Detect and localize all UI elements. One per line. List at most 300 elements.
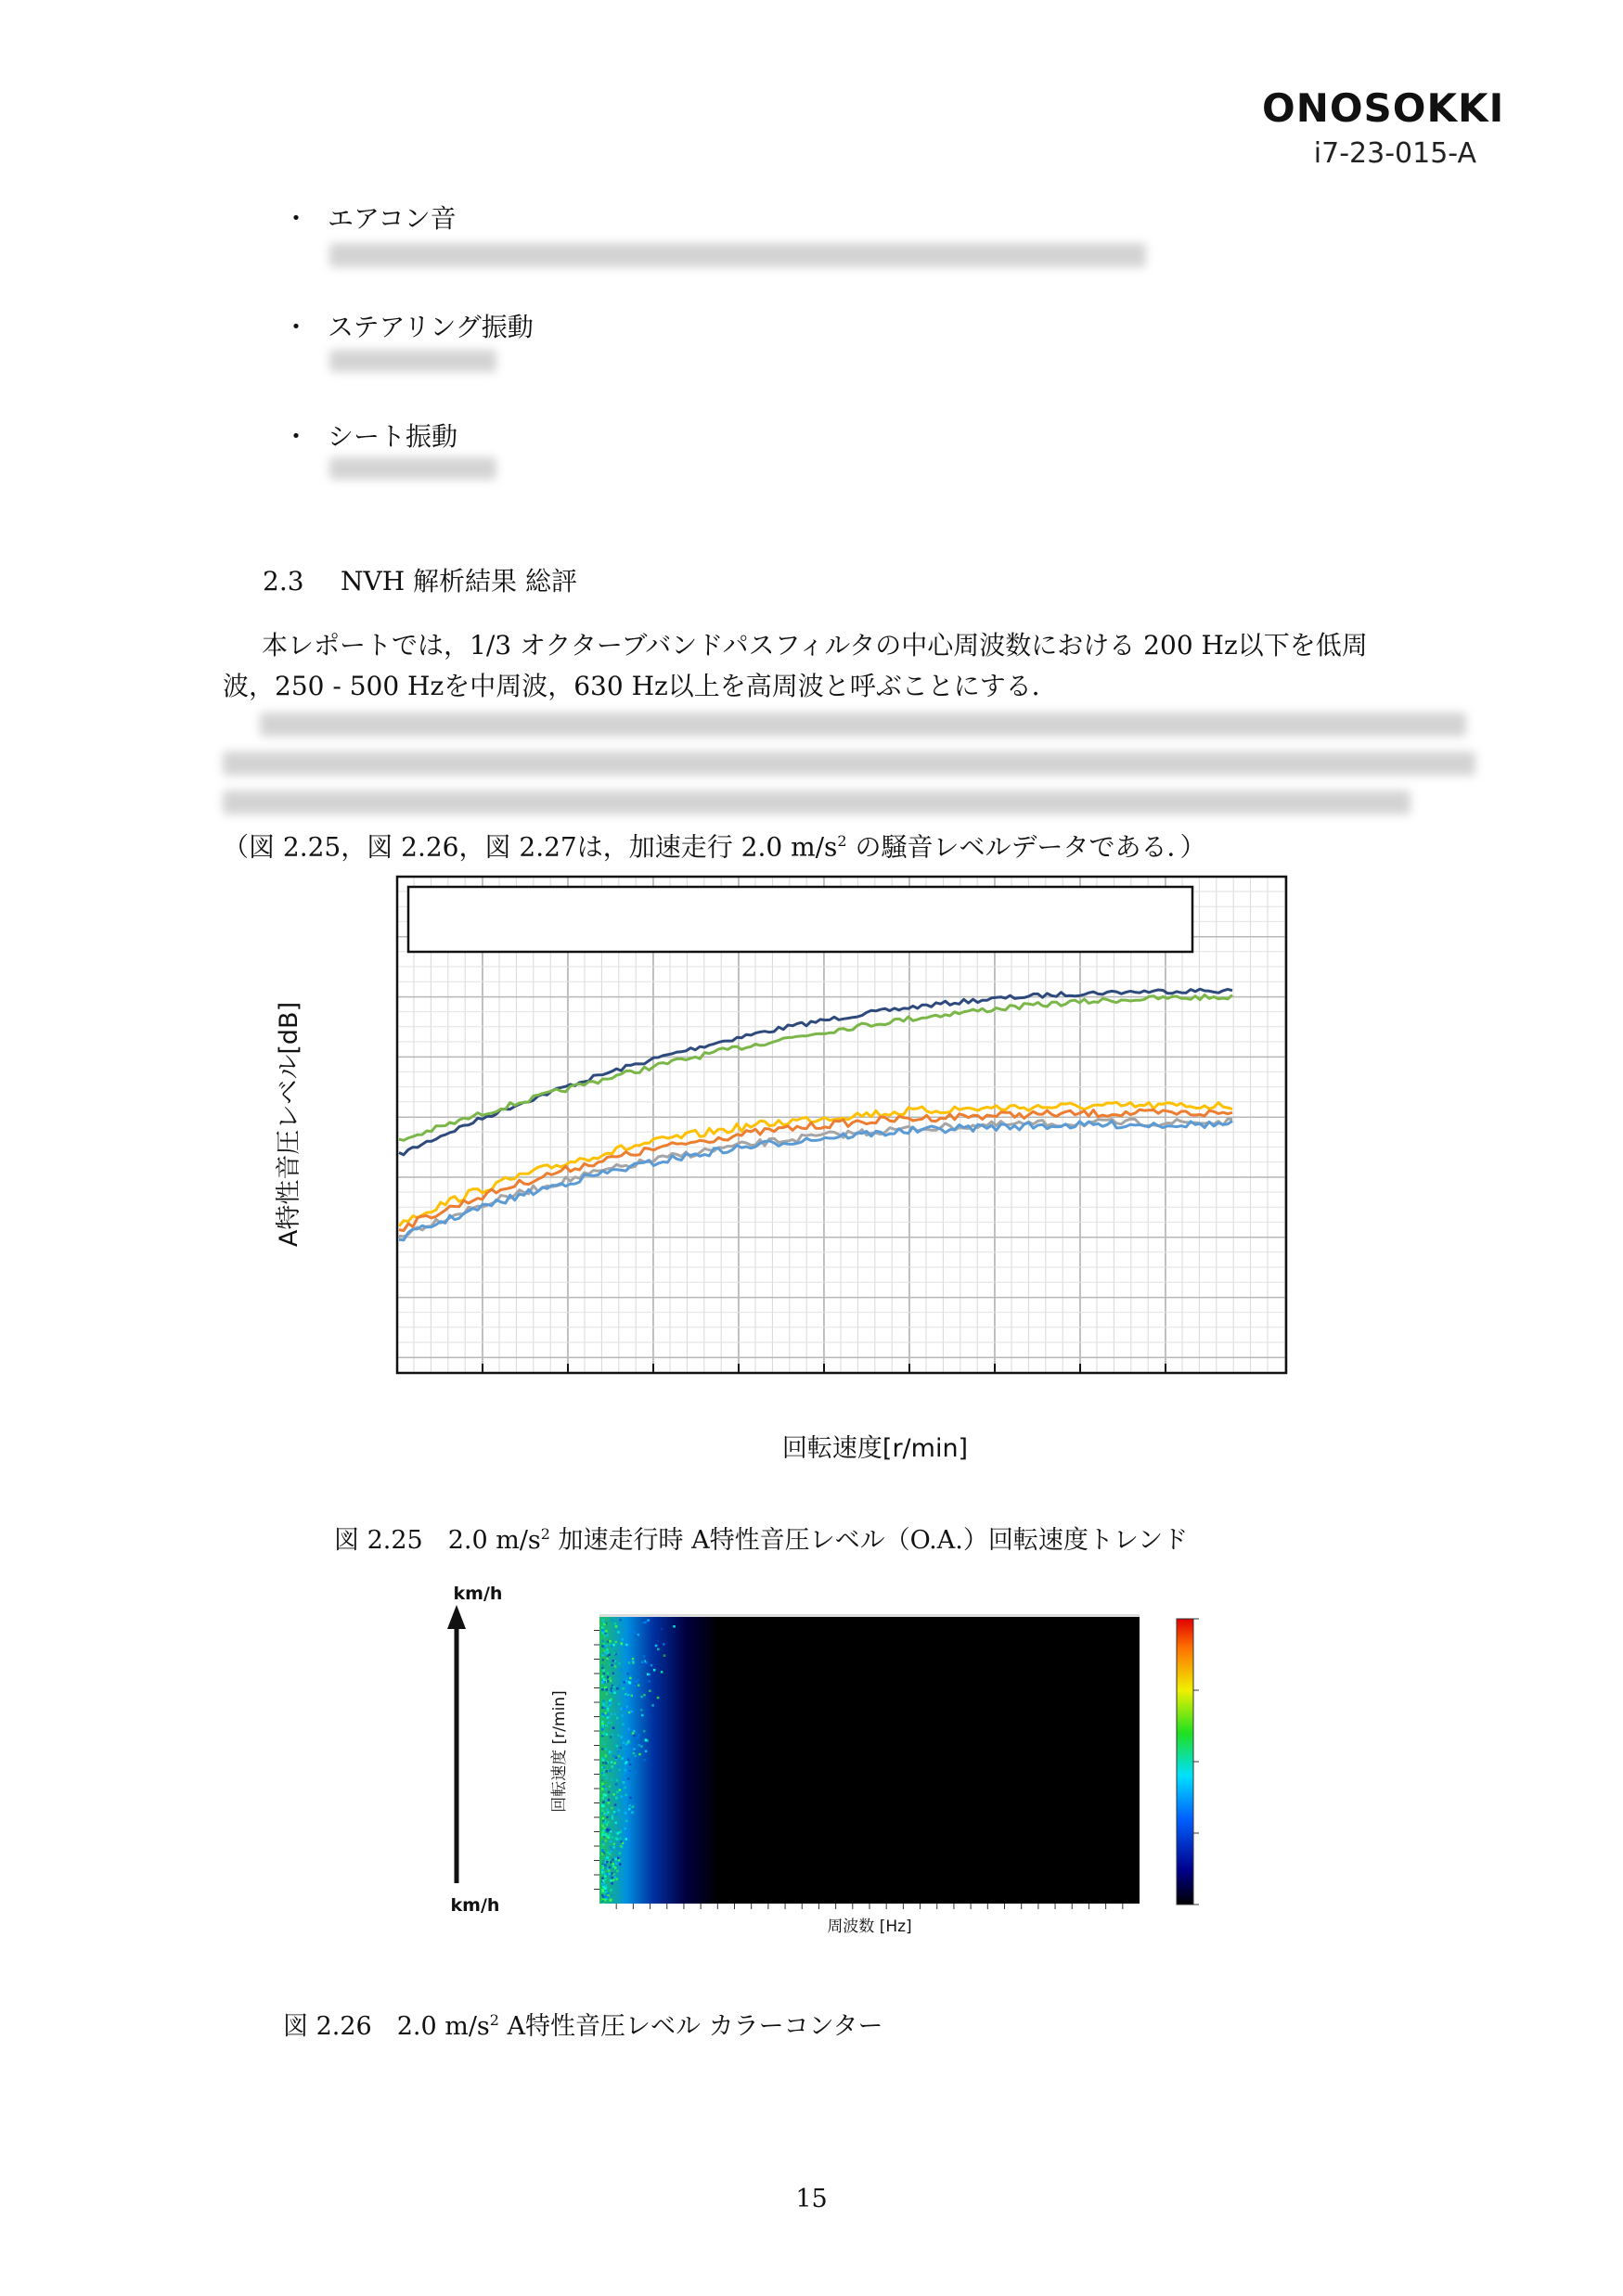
contour-noise-dot — [627, 1728, 630, 1731]
contour-noise-dot — [615, 1814, 618, 1816]
contour-noise-dot — [618, 1703, 621, 1706]
contour-noise-dot — [605, 1891, 608, 1893]
contour-noise-dot — [606, 1648, 609, 1651]
contour-noise-dot — [603, 1678, 606, 1681]
contour-noise-dot — [603, 1836, 606, 1839]
contour-noise-dot — [604, 1681, 607, 1684]
contour-noise-dot — [601, 1894, 604, 1897]
redacted-text — [329, 243, 1146, 267]
contour-noise-dot — [606, 1657, 609, 1660]
contour-noise-dot — [643, 1622, 646, 1624]
contour-noise-dot — [605, 1857, 608, 1860]
contour-noise-dot — [612, 1877, 614, 1879]
contour-noise-dot — [625, 1680, 628, 1683]
contour-noise-dot — [638, 1734, 641, 1737]
contour-noise-dot — [625, 1646, 627, 1648]
contour-noise-dot — [610, 1815, 612, 1818]
contour-noise-dot — [601, 1757, 604, 1760]
contour-noise-dot — [630, 1711, 633, 1713]
contour-noise-dot — [625, 1774, 628, 1777]
contour-noise-dot — [620, 1708, 623, 1711]
contour-noise-dot — [605, 1770, 608, 1773]
contour-noise-dot — [601, 1882, 604, 1885]
contour-noise-dot — [607, 1852, 610, 1854]
contour-noise-dot — [629, 1764, 632, 1766]
color-scale-bar — [1177, 1619, 1193, 1905]
contour-noise-dot — [603, 1843, 606, 1846]
contour-noise-dot — [641, 1714, 644, 1717]
contour-noise-dot — [604, 1827, 607, 1829]
contour-noise-dot — [605, 1799, 608, 1802]
contour-noise-dot — [604, 1865, 607, 1867]
contour-noise-dot — [614, 1665, 617, 1668]
contour-noise-dot — [612, 1686, 615, 1688]
contour-noise-dot — [632, 1732, 635, 1735]
contour-noise-dot — [657, 1648, 660, 1651]
contour-noise-dot — [607, 1676, 610, 1679]
contour-noise-dot — [606, 1861, 609, 1864]
contour-noise-dot — [616, 1779, 619, 1782]
contour-noise-dot — [603, 1769, 606, 1772]
contour-noise-dot — [601, 1654, 604, 1657]
contour-noise-dot — [604, 1867, 607, 1870]
section-heading — [263, 561, 577, 598]
contour-noise-dot — [602, 1817, 605, 1820]
contour-y-axis-label: 回転速度 [r/min] — [550, 1690, 569, 1813]
contour-noise-dot — [618, 1685, 621, 1687]
contour-noise-dot — [605, 1749, 608, 1751]
contour-noise-dot — [616, 1791, 619, 1794]
contour-noise-dot — [625, 1812, 627, 1815]
contour-noise-dot — [623, 1708, 625, 1711]
contour-noise-dot — [663, 1654, 666, 1657]
bullet-item — [283, 199, 457, 236]
contour-noise-dot — [614, 1858, 617, 1861]
contour-noise-dot — [614, 1623, 617, 1625]
contour-noise-dot — [607, 1641, 610, 1644]
contour-noise-dot — [620, 1787, 623, 1789]
contour-noise-dot — [602, 1619, 605, 1622]
contour-noise-dot — [601, 1841, 604, 1843]
contour-noise-dot — [635, 1755, 638, 1758]
contour-noise-dot — [606, 1824, 609, 1827]
contour-noise-dot — [603, 1631, 606, 1634]
contour-noise-dot — [612, 1873, 615, 1876]
color-scale-ticks — [1193, 1619, 1199, 1905]
document-number: i7-23-015-A — [1313, 137, 1476, 170]
contour-noise-dot — [629, 1677, 632, 1680]
contour-heat-band — [599, 1616, 1140, 1904]
contour-noise-dot — [607, 1761, 610, 1764]
figure-caption: 図 2.26 2.0 $m/s^2$ A特性音圧レベル カラーコンター — [283, 2011, 883, 2041]
contour-noise-dot — [635, 1635, 638, 1637]
contour-noise-dot — [625, 1820, 628, 1823]
contour-noise-dot — [648, 1674, 650, 1676]
contour-noise-dot — [609, 1866, 612, 1869]
contour-noise-dot — [602, 1793, 605, 1796]
contour-noise-dot — [604, 1888, 607, 1891]
contour-noise-dot — [612, 1644, 615, 1647]
contour-top-edge — [599, 1614, 1140, 1617]
contour-noise-dot — [617, 1631, 620, 1634]
contour-noise-dot — [638, 1744, 640, 1747]
contour-noise-dot — [619, 1619, 622, 1622]
contour-x-axis-label: 周波数 [Hz] — [827, 1918, 912, 1936]
contour-noise-dot — [602, 1819, 605, 1822]
contour-noise-dot — [613, 1843, 616, 1846]
contour-noise-dot — [615, 1757, 618, 1760]
contour-noise-dot — [605, 1777, 608, 1780]
contour-noise-dot — [653, 1669, 656, 1672]
contour-noise-dot — [601, 1889, 604, 1892]
contour-noise-dot — [622, 1724, 625, 1726]
contour-noise-dot — [640, 1745, 643, 1748]
contour-noise-dot — [627, 1759, 630, 1762]
contour-noise-dot — [610, 1846, 612, 1849]
contour-noise-dot — [604, 1754, 607, 1757]
contour-noise-dot — [625, 1761, 628, 1764]
paragraph-line: 本レポートでは，1/3 オクターブバンドパスフィルタの中心周波数における 200 Hz以下を低周 — [262, 630, 1368, 661]
contour-noise-dot — [612, 1765, 614, 1768]
contour-noise-dot — [610, 1879, 612, 1882]
contour-noise-dot — [607, 1837, 610, 1840]
contour-noise-dot — [649, 1690, 651, 1693]
contour-noise-dot — [608, 1799, 611, 1802]
contour-noise-dot — [609, 1834, 612, 1837]
contour-noise-dot — [617, 1832, 620, 1835]
contour-noise-dot — [605, 1884, 608, 1887]
contour-noise-dot — [602, 1715, 605, 1718]
contour-noise-dot — [609, 1702, 612, 1705]
page-number: 15 — [795, 2185, 828, 2213]
contour-noise-dot — [605, 1725, 608, 1727]
contour-noise-dot — [657, 1640, 660, 1643]
x-axis-label: 回転速度[r/min] — [781, 1434, 969, 1463]
up-arrow-icon — [447, 1605, 466, 1629]
contour-noise-dot — [601, 1748, 604, 1751]
contour-noise-dot — [601, 1707, 604, 1710]
contour-noise-dot — [629, 1631, 632, 1634]
contour-noise-dot — [611, 1645, 613, 1648]
contour-noise-dot — [620, 1845, 623, 1848]
contour-noise-dot — [626, 1693, 629, 1696]
contour-noise-dot — [605, 1775, 608, 1777]
contour-noise-dot — [635, 1681, 638, 1684]
contour-noise-dot — [609, 1704, 612, 1707]
contour-noise-dot — [615, 1878, 618, 1880]
contour-noise-dot — [612, 1755, 615, 1758]
contour-noise-dot — [606, 1693, 609, 1696]
contour-noise-dot — [625, 1693, 627, 1696]
trend-chart — [260, 872, 1308, 1484]
contour-noise-dot — [624, 1787, 626, 1789]
contour-noise-dot — [617, 1765, 620, 1768]
contour-noise-dot — [604, 1687, 607, 1689]
contour-noise-dot — [626, 1673, 629, 1675]
contour-noise-dot — [610, 1899, 612, 1902]
contour-noise-dot — [612, 1727, 615, 1730]
bullet-title: シート振動 — [328, 421, 458, 452]
contour-noise-dot — [601, 1772, 604, 1775]
contour-noise-dot — [619, 1838, 622, 1841]
contour-noise-dot — [601, 1788, 604, 1790]
figure-reference: （図 2.25，図 2.26，図 2.27は，加速走行 2.0 $m/s^2$ の騒音レベルデータである．） — [223, 831, 1206, 863]
contour-noise-dot — [642, 1661, 645, 1663]
contour-noise-dot — [650, 1664, 653, 1667]
contour-noise-dot — [603, 1743, 606, 1746]
contour-noise-dot — [606, 1733, 609, 1736]
contour-noise-dot — [610, 1736, 612, 1738]
contour-noise-dot — [605, 1630, 608, 1633]
contour-noise-dot — [621, 1736, 624, 1738]
contour-noise-dot — [620, 1669, 623, 1672]
contour-noise-dot — [622, 1687, 625, 1690]
redacted-text — [260, 712, 1466, 737]
contour-noise-dot — [637, 1679, 639, 1682]
contour-noise-dot — [628, 1804, 631, 1807]
contour-noise-dot — [624, 1828, 626, 1830]
contour-noise-dot — [610, 1680, 612, 1683]
contour-noise-dot — [619, 1863, 622, 1866]
contour-noise-dot — [606, 1701, 609, 1704]
contour-noise-dot — [608, 1827, 611, 1829]
contour-noise-dot — [601, 1688, 604, 1691]
contour-noise-dot — [616, 1745, 619, 1748]
contour-noise-dot — [607, 1680, 610, 1683]
contour-noise-dot — [601, 1824, 604, 1827]
contour-noise-dot — [615, 1863, 618, 1866]
contour-noise-dot — [643, 1730, 646, 1733]
contour-noise-dot — [633, 1685, 636, 1687]
contour-noise-dot — [629, 1682, 632, 1685]
section-title: NVH 解析結果 総評 — [341, 566, 577, 596]
contour-noise-dot — [661, 1628, 663, 1631]
contour-noise-dot — [606, 1816, 609, 1819]
contour-noise-dot — [605, 1688, 608, 1691]
contour-noise-dot — [615, 1625, 618, 1628]
contour-noise-dot — [605, 1840, 608, 1842]
contour-noise-dot — [601, 1640, 604, 1643]
contour-noise-dot — [673, 1625, 676, 1628]
contour-noise-dot — [617, 1751, 620, 1753]
contour-noise-dot — [640, 1709, 643, 1712]
contour-noise-dot — [647, 1619, 650, 1622]
contour-noise-dot — [616, 1687, 619, 1690]
contour-noise-dot — [643, 1655, 646, 1658]
redacted-text — [329, 457, 496, 480]
contour-noise-dot — [603, 1766, 606, 1769]
arrow-top-label: km/h — [453, 1584, 503, 1604]
contour-noise-dot — [625, 1769, 627, 1772]
contour-noise-dot — [605, 1645, 608, 1648]
contour-noise-dot — [609, 1691, 612, 1694]
contour-noise-dot — [602, 1901, 605, 1904]
contour-noise-dot — [618, 1809, 621, 1812]
contour-noise-dot — [645, 1738, 648, 1741]
contour-noise-dot — [616, 1870, 619, 1873]
contour-noise-dot — [621, 1757, 624, 1760]
contour-noise-dot — [609, 1770, 612, 1773]
contour-noise-dot — [609, 1640, 612, 1643]
contour-noise-dot — [655, 1645, 658, 1648]
contour-noise-dot — [628, 1772, 631, 1775]
contour-noise-dot — [601, 1783, 604, 1786]
bullet-marker: ・ — [283, 203, 310, 234]
contour-noise-dot — [601, 1877, 604, 1879]
contour-noise-dot — [602, 1700, 605, 1702]
contour-noise-dot — [607, 1708, 610, 1711]
contour-noise-dot — [601, 1849, 604, 1852]
contour-noise-dot — [605, 1788, 608, 1790]
contour-noise-dot — [621, 1795, 624, 1798]
contour-noise-dot — [606, 1808, 609, 1811]
contour-noise-dot — [614, 1803, 617, 1806]
contour-noise-dot — [601, 1626, 604, 1629]
contour-noise-dot — [604, 1875, 607, 1878]
contour-noise-dot — [614, 1866, 617, 1869]
contour-noise-dot — [602, 1829, 605, 1832]
contour-noise-dot — [601, 1675, 604, 1678]
contour-noise-dot — [663, 1643, 665, 1646]
bullet-title: ステアリング振動 — [328, 312, 534, 342]
contour-noise-dot — [615, 1797, 618, 1800]
contour-noise-dot — [620, 1841, 623, 1843]
contour-noise-dot — [612, 1879, 615, 1881]
contour-noise-dot — [609, 1700, 612, 1702]
contour-noise-dot — [633, 1730, 636, 1733]
contour-noise-dot — [607, 1672, 610, 1674]
contour-noise-dot — [612, 1660, 615, 1662]
contour-noise-dot — [604, 1822, 607, 1825]
contour-noise-dot — [601, 1813, 604, 1815]
contour-noise-dot — [602, 1872, 605, 1875]
contour-noise-dot — [632, 1658, 635, 1661]
contour-noise-dot — [601, 1682, 604, 1685]
arrow-bottom-label: km/h — [450, 1895, 500, 1916]
contour-noise-dot — [617, 1735, 620, 1738]
contour-noise-dot — [608, 1802, 611, 1804]
contour-noise-dot — [602, 1879, 605, 1882]
contour-noise-dot — [601, 1721, 604, 1724]
contour-noise-dot — [601, 1664, 604, 1667]
contour-noise-dot — [621, 1638, 624, 1641]
contour-noise-dot — [604, 1834, 607, 1837]
contour-noise-dot — [657, 1697, 660, 1700]
contour-noise-dot — [602, 1762, 605, 1764]
contour-noise-dot — [613, 1811, 616, 1814]
contour-noise-dot — [610, 1841, 612, 1843]
contour-noise-dot — [626, 1834, 629, 1837]
contour-noise-dot — [651, 1704, 654, 1707]
contour-noise-dot — [612, 1793, 615, 1796]
contour-noise-dot — [611, 1664, 613, 1667]
contour-noise-dot — [602, 1777, 605, 1780]
contour-noise-dot — [612, 1673, 615, 1675]
contour-noise-dot — [608, 1869, 611, 1872]
paragraph-line: 波，250 - 500 Hzを中周波，630 Hz以上を高周波と呼ぶことにする． — [223, 671, 1058, 701]
contour-noise-dot — [623, 1741, 625, 1744]
contour-noise-dot — [605, 1652, 608, 1655]
contour-noise-dot — [607, 1713, 610, 1716]
contour-noise-dot — [610, 1830, 612, 1833]
figure-caption: 図 2.25 2.0 $m/s^2$ 加速走行時 A特性音圧レベル（O.A.）回転速度トレンド — [334, 1525, 1189, 1555]
contour-noise-dot — [615, 1783, 618, 1786]
section-number: 2.3 — [263, 566, 304, 596]
contour-noise-dot — [623, 1681, 625, 1684]
bullet-marker: ・ — [283, 421, 310, 452]
contour-noise-dot — [606, 1828, 609, 1831]
redacted-text — [223, 790, 1410, 815]
contour-noise-dot — [621, 1714, 624, 1717]
redacted-text — [223, 751, 1475, 776]
contour-noise-dot — [609, 1677, 612, 1680]
contour-noise-dot — [608, 1873, 611, 1876]
contour-noise-dot — [603, 1635, 606, 1638]
contour-noise-dot — [632, 1805, 635, 1808]
bullet-item — [283, 417, 457, 454]
contour-noise-dot — [602, 1866, 605, 1869]
contour-noise-dot — [661, 1671, 663, 1674]
contour-noise-dot — [634, 1631, 637, 1634]
contour-noise-dot — [611, 1807, 613, 1810]
contour-noise-dot — [603, 1623, 606, 1625]
contour-noise-dot — [640, 1696, 643, 1699]
contour-noise-dot — [608, 1859, 611, 1862]
contour-noise-dot — [615, 1832, 618, 1835]
contour-noise-dot — [643, 1759, 646, 1762]
contour-noise-dot — [604, 1879, 607, 1881]
contour-noise-dot — [627, 1777, 630, 1780]
contour-noise-dot — [612, 1817, 614, 1820]
contour-noise-dot — [647, 1709, 650, 1712]
contour-noise-dot — [637, 1737, 639, 1739]
contour-noise-dot — [602, 1860, 605, 1863]
contour-noise-dot — [648, 1680, 650, 1683]
contour-noise-dot — [632, 1661, 635, 1664]
contour-noise-dot — [618, 1769, 621, 1772]
contour-noise-dot — [619, 1789, 622, 1791]
contour-noise-dot — [610, 1722, 612, 1725]
contour-noise-dot — [611, 1778, 613, 1781]
contour-noise-dot — [602, 1797, 605, 1800]
contour-noise-dot — [602, 1651, 605, 1654]
contour-noise-dot — [628, 1808, 631, 1811]
contour-noise-dot — [633, 1735, 636, 1738]
contour-noise-dot — [603, 1673, 606, 1675]
contour-noise-dot — [602, 1669, 605, 1672]
company-logo: ONOSOKKI — [1262, 85, 1505, 131]
contour-noise-dot — [621, 1642, 624, 1645]
contour-noise-dot — [611, 1620, 613, 1623]
contour-noise-dot — [608, 1791, 611, 1794]
series-line-orange — [399, 1110, 1232, 1230]
contour-noise-dot — [612, 1846, 615, 1849]
contour-noise-dot — [601, 1853, 604, 1855]
contour-noise-dot — [618, 1662, 621, 1665]
contour-noise-dot — [609, 1786, 612, 1789]
contour-noise-dot — [625, 1830, 628, 1833]
contour-noise-dot — [601, 1865, 604, 1867]
contour-noise-dot — [603, 1702, 606, 1705]
contour-noise-dot — [625, 1696, 628, 1699]
contour-noise-dot — [629, 1797, 632, 1800]
contour-noise-dot — [623, 1779, 625, 1782]
contour-noise-dot — [611, 1851, 613, 1853]
contour-noise-dot — [607, 1896, 610, 1899]
y-axis-label: A特性音圧レベル[dB] — [275, 1001, 303, 1248]
contour-noise-dot — [614, 1713, 617, 1716]
contour-noise-dot — [605, 1814, 608, 1816]
